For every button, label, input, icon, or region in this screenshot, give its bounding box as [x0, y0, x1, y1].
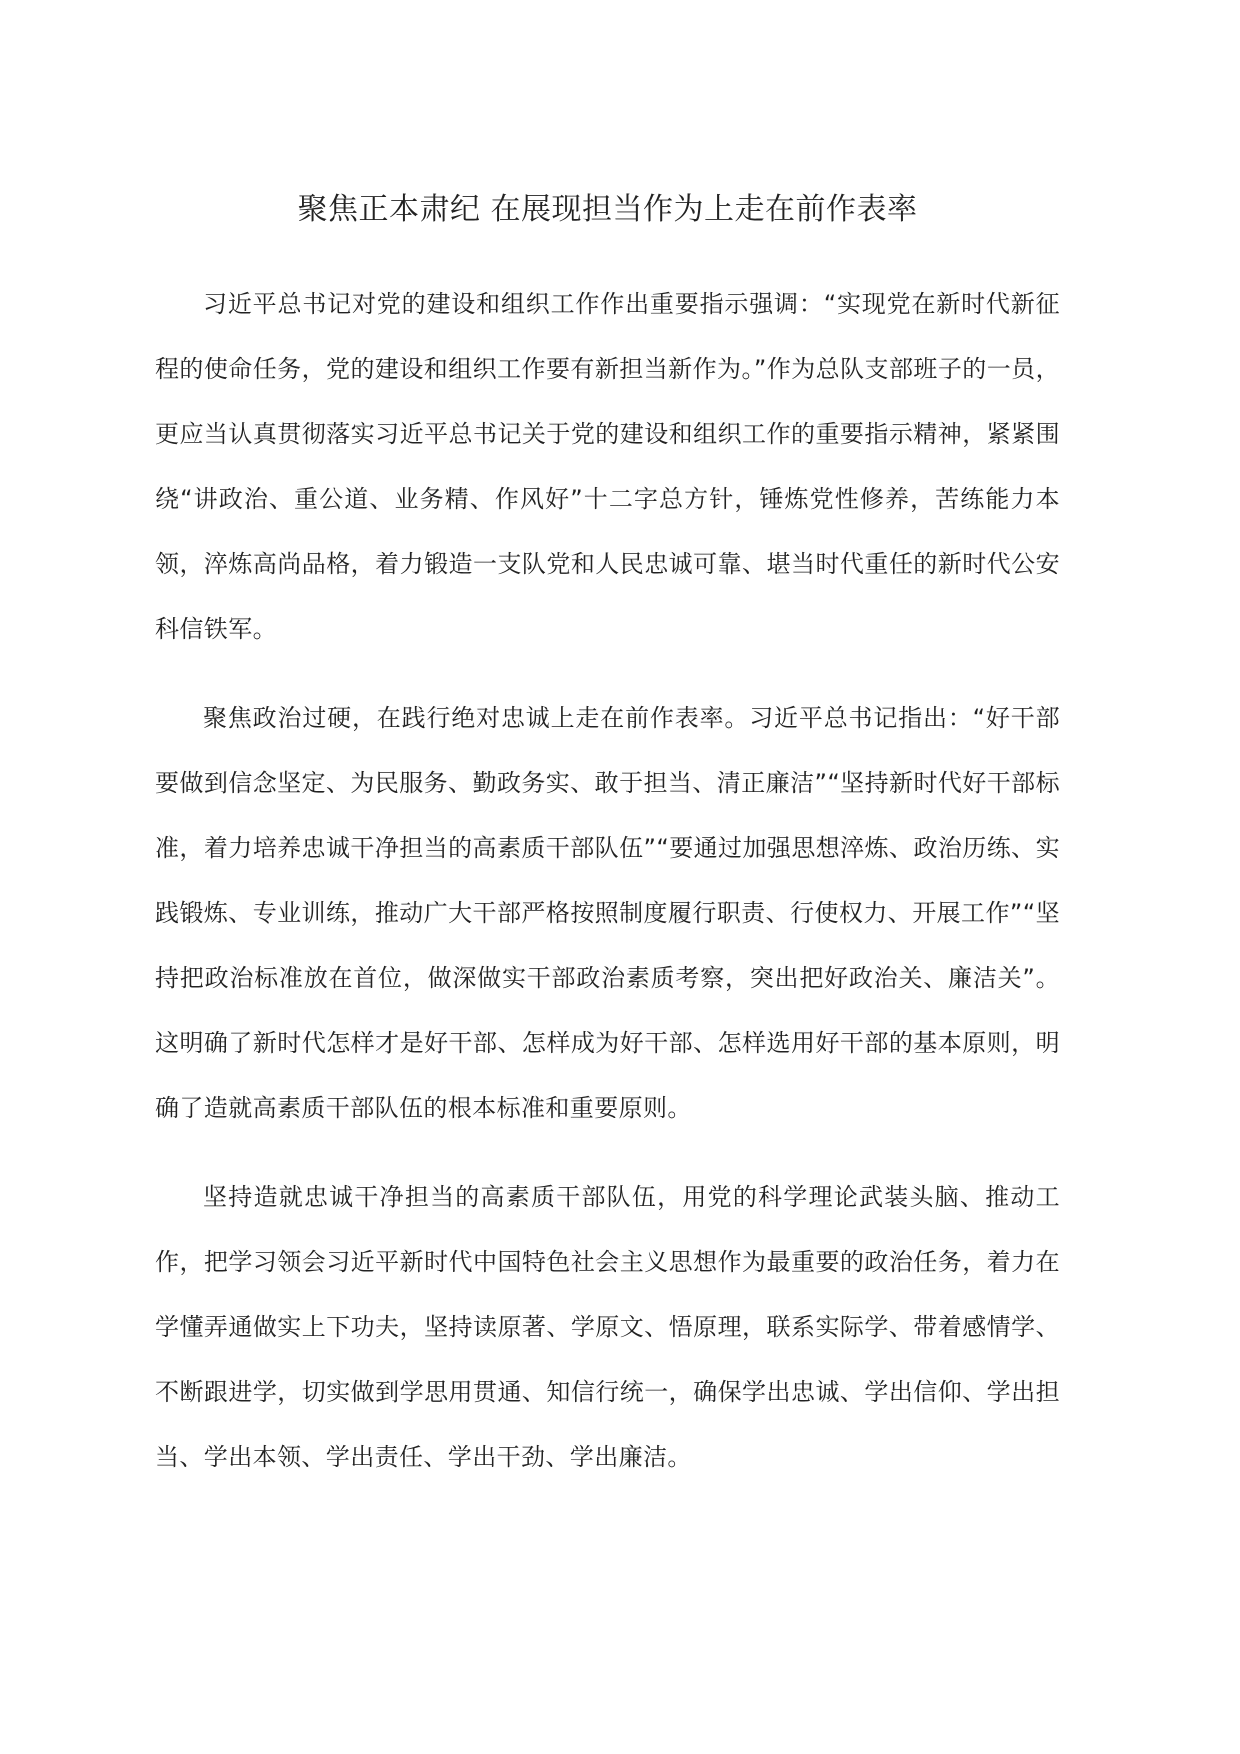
paragraph-intro: 习近平总书记对党的建设和组织工作作出重要指示强调：“实现党在新时代新征程的使命任务，党的建设和组织工作要有新担当新作为。”作为总队支部班子的一员，更应当认真贯彻落实习近平总书记关于党的建设和组织工作的重要指示精神，紧紧围绕“讲政治、重公道、业务精、作风好”十二字总方针，锤炼党性修养，苦练能力本领，淬炼高尚品格，着力锻造一支队党和人民忠诚可靠、堪当时代重任的新时代公安科信铁军。	[155, 290, 1060, 643]
document-title: 聚焦正本肃纪 在展现担当作为上走在前作表率	[297, 192, 918, 227]
document-body	[155, 272, 1060, 1514]
paragraph-study: 坚持造就忠诚干净担当的高素质干部队伍，用党的科学理论武装头脑、推动工作，把学习领会习近平新时代中国特色社会主义思想作为最重要的政治任务，着力在学懂弄通做实上下功夫，坚持读原著、学原文、悟原理，联系实际学、带着感情学、不断跟进学，切实做到学思用贯通、知信行统一，确保学出忠诚、学出信仰、学出担当、学出本领、学出责任、学出干劲、学出廉洁。	[155, 1183, 1060, 1471]
paragraph-political: 聚焦政治过硬，在践行绝对忠诚上走在前作表率。习近平总书记指出：“好干部要做到信念坚定、为民服务、勤政务实、敢于担当、清正廉洁”“坚持新时代好干部标准，着力培养忠诚干净担当的高素质干部队伍”“要通过加强思想淬炼、政治历练、实践锻炼、专业训练，推动广大干部严格按照制度履行职责、行使权力、开展工作”“坚持把政治标准放在首位，做深做实干部政治素质考察，突出把好政治关、廉洁关”。这明确了新时代怎样才是好干部、怎样成为好干部、怎样选用好干部的基本原则，明确了造就高素质干部队伍的根本标准和重要原则。	[155, 704, 1060, 1122]
document-page	[155, 0, 1060, 1754]
